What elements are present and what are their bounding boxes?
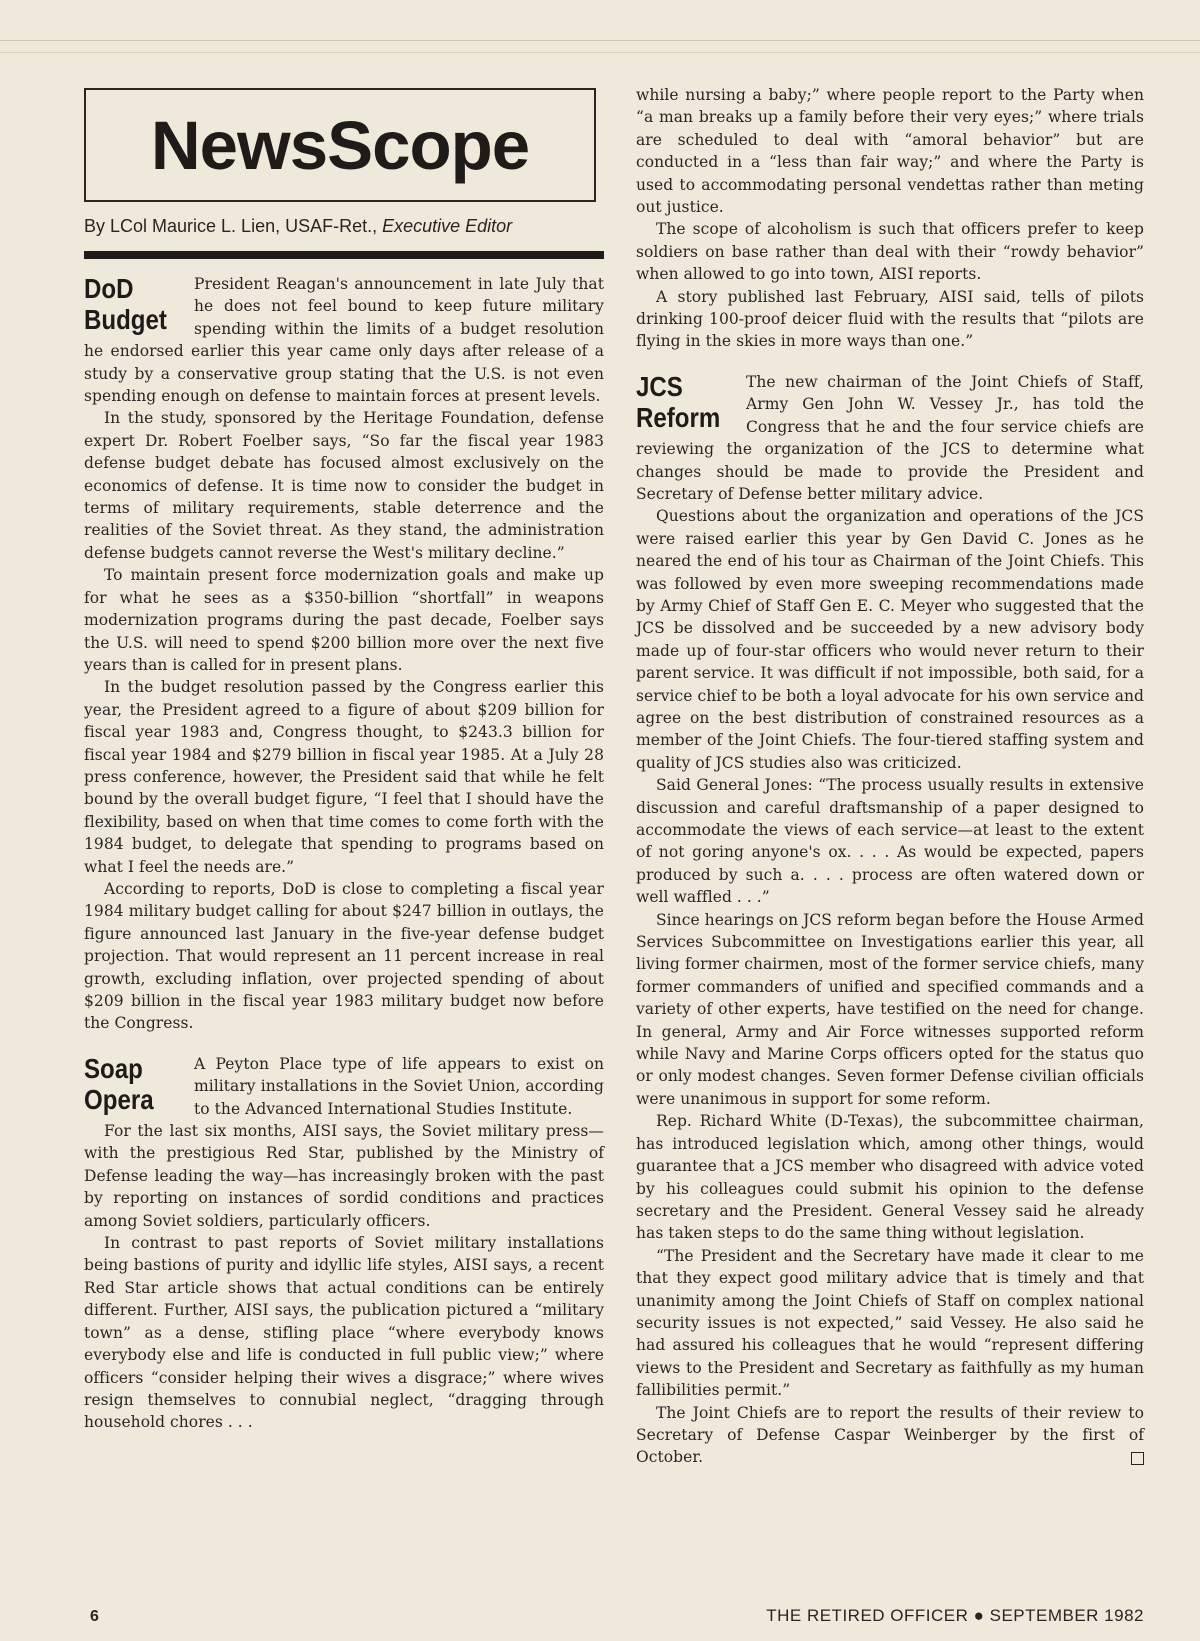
- article-dod-budget: [84, 273, 604, 1035]
- paragraph: In contrast to past reports of Soviet military installations being bastions of purity and idyllic life styles, AISI says, a recent Red Star article shows that actual conditions can be entirely different. Further, AISI says, the publication pictured a “military town” as a dense, stifling place “where everybody knows everybody else and life is conducted in full public view;” where officers “consider helping their wives a disgrace;” where wives resign themselves to connubial neglect, “dragging through household chores . . .: [84, 1234, 604, 1432]
- headline-line-2: Budget: [84, 304, 167, 335]
- left-column: [84, 88, 604, 1452]
- article-jcs-reform: [636, 371, 1144, 1469]
- byline-role: Executive Editor: [382, 216, 513, 236]
- paragraph: To maintain present force modernization goals and make up for what he sees as a $350-billion “shortfall” in weapons modernization programs during the past decade, Foelber says the U.S. will need to spend $200 billion more over the next five years than is called for in present plans.: [84, 566, 604, 674]
- article-soap-opera-continued: [636, 84, 1144, 353]
- right-column: [636, 84, 1144, 1487]
- headline-line-2: Opera: [84, 1083, 154, 1115]
- paragraph: In the study, sponsored by the Heritage Foundation, defense expert Dr. Robert Foelber says, “So far the fiscal year 1983 defense budget debate has focused almost exclusively on the economics of defense. It is time now to consider the budget in terms of military requirements, stable deterrence and the realities of the Soviet threat. As they stand, the administration defense budgets cannot reverse the West's military decline.”: [84, 409, 604, 562]
- publication-footer: THE RETIRED OFFICER ● SEPTEMBER 1982: [766, 1606, 1144, 1625]
- paragraph-text: The Joint Chiefs are to report the results of their review to Secretary of Defense Caspar Weinberger by the first of October.: [636, 1403, 1144, 1467]
- end-mark-icon: [1131, 1452, 1144, 1465]
- paragraph: According to reports, DoD is close to completing a fiscal year 1984 military budget calling for about $247 billion in outlays, the figure announced last January in the five-year defense budget projection. That would represent an 11 percent increase in real growth, excluding inflation, over projected spending of about $209 billion in the fiscal year 1983 military budget now before the Congress.: [84, 879, 604, 1033]
- paragraph: while nursing a baby;” where people report to the Party when “a man breaks up a family before their very eyes;” where trials are scheduled to deal with “amoral behavior” but are conducted in a “less than fair way;” and where the Party is used to accommodating personal vendettas rather than meting out justice.: [636, 86, 1144, 217]
- paragraph: [636, 1402, 1144, 1469]
- article-headline: [84, 273, 175, 335]
- paragraph: “The President and the Secretary have made it clear to me that they expect good military advice that is timely and that unanimity among the Joint Chiefs of Staff on complex national security issues is not expected,” said Vessey. He also said he had assured his colleagues that he would “represent differing views to the President and Secretary as faithfully as my human fallibilities permit.”: [636, 1246, 1144, 1400]
- article-soap-opera: [84, 1053, 604, 1434]
- paragraph: Since hearings on JCS reform began before the House Armed Services Subcommittee on Investigations earlier this year, all living former chairmen, most of the former service chiefs, many former commanders of unified and specified commands and a variety of other experts, have testified on the need for change. In general, Army and Air Force witnesses supported reform while Navy and Marine Corps officers opted for the status quo or only modest changes. Seven former Defense civilian officials were unanimous in support for some reform.: [636, 910, 1144, 1108]
- article-headline: [636, 371, 727, 433]
- byline: [84, 216, 604, 237]
- article-headline: [84, 1053, 175, 1115]
- paragraph: For the last six months, AISI says, the Soviet military press—with the prestigious Red Star, published by the Ministry of Defense leading the way—has increasingly broken with the past by reporting on instances of sordid conditions and practices among Soviet soldiers, particularly officers.: [84, 1122, 604, 1230]
- headline-line-1: Soap: [84, 1052, 143, 1084]
- paragraph: Questions about the organization and operations of the JCS were raised earlier this year by Gen David C. Jones as he neared the end of his tour as Chairman of the Joint Chiefs. This was followed by even more sweeping recommendations made by Army Chief of Staff Gen E. C. Meyer who suggested that the JCS be dissolved and be succeeded by a new advisory body made up of four-star officers who would never return to their parent service. It was difficult if not impossible, both said, for a service chief to be both a loyal advocate for his own service and agree on the best distribution of constrained resources as a member of the Joint Chiefs. The four-tiered staffing system and quality of JCS studies also was criticized.: [636, 507, 1144, 772]
- paragraph: President Reagan's announcement in late July that he does not feel bound to keep future military spending within the limits of a budget resolution he endorsed earlier this year came only days after release of a study by a conservative group stating that the U.S. is not even spending enough on defense to maintain forces at present levels.: [84, 275, 604, 406]
- byline-author: By LCol Maurice L. Lien, USAF-Ret.,: [84, 216, 383, 236]
- paragraph: A Peyton Place type of life appears to exist on military installations in the Soviet Union, according to the Advanced International Studies Institute.: [194, 1054, 604, 1118]
- top-rule-secondary: [0, 52, 1200, 53]
- masthead-box: [84, 88, 596, 202]
- masthead-title: NewsScope: [150, 106, 530, 184]
- headline-line-2: Reform: [636, 401, 721, 433]
- paragraph: The new chairman of the Joint Chiefs of Staff, Army Gen John W. Vessey Jr., has told the Congress that he and the four service chiefs are reviewing the organization of the JCS to determine what changes should be made to provide the President and Secretary of Defense better military advice.: [636, 372, 1144, 503]
- paragraph: Said General Jones: “The process usually results in extensive discussion and careful draftsmanship of a paper designed to accommodate the views of each service—at least to the extent of not goring anyone's ox. . . . As would be expected, papers produced by such a. . . . process are often watered down or well waffled . . .”: [636, 776, 1144, 907]
- headline-line-1: JCS: [636, 370, 683, 402]
- masthead-rule: [84, 251, 604, 259]
- top-rule: [0, 40, 1200, 41]
- paragraph: The scope of alcoholism is such that officers prefer to keep soldiers on base rather than deal with their “rowdy behavior” when allowed to go into town, AISI reports.: [636, 220, 1144, 284]
- paragraph: Rep. Richard White (D-Texas), the subcommittee chairman, has introduced legislation which, among other things, would guarantee that a JCS member who disagreed with advice voted by his colleagues could submit his opinion to the defense secretary and the President. General Vessey said he already has taken steps to do the same thing without legislation.: [636, 1112, 1144, 1243]
- paragraph: In the budget resolution passed by the Congress earlier this year, the President agreed to a figure of about $209 billion for fiscal year 1983 and, Congress thought, to $243.3 billion for fiscal year 1984 and $279 billion in fiscal year 1985. At a July 28 press conference, however, the President said that while he felt bound by the overall budget figure, “I feel that I should have the flexibility, based on when that time comes to come forth with the 1984 budget, to delegate that spending to programs based on what I feel the needs are.”: [84, 678, 604, 876]
- paragraph: A story published last February, AISI said, tells of pilots drinking 100-proof deicer fluid with the results that “pilots are flying in the skies in more ways than one.”: [636, 287, 1144, 351]
- headline-line-1: DoD: [84, 273, 134, 304]
- page-number: 6: [90, 1608, 99, 1625]
